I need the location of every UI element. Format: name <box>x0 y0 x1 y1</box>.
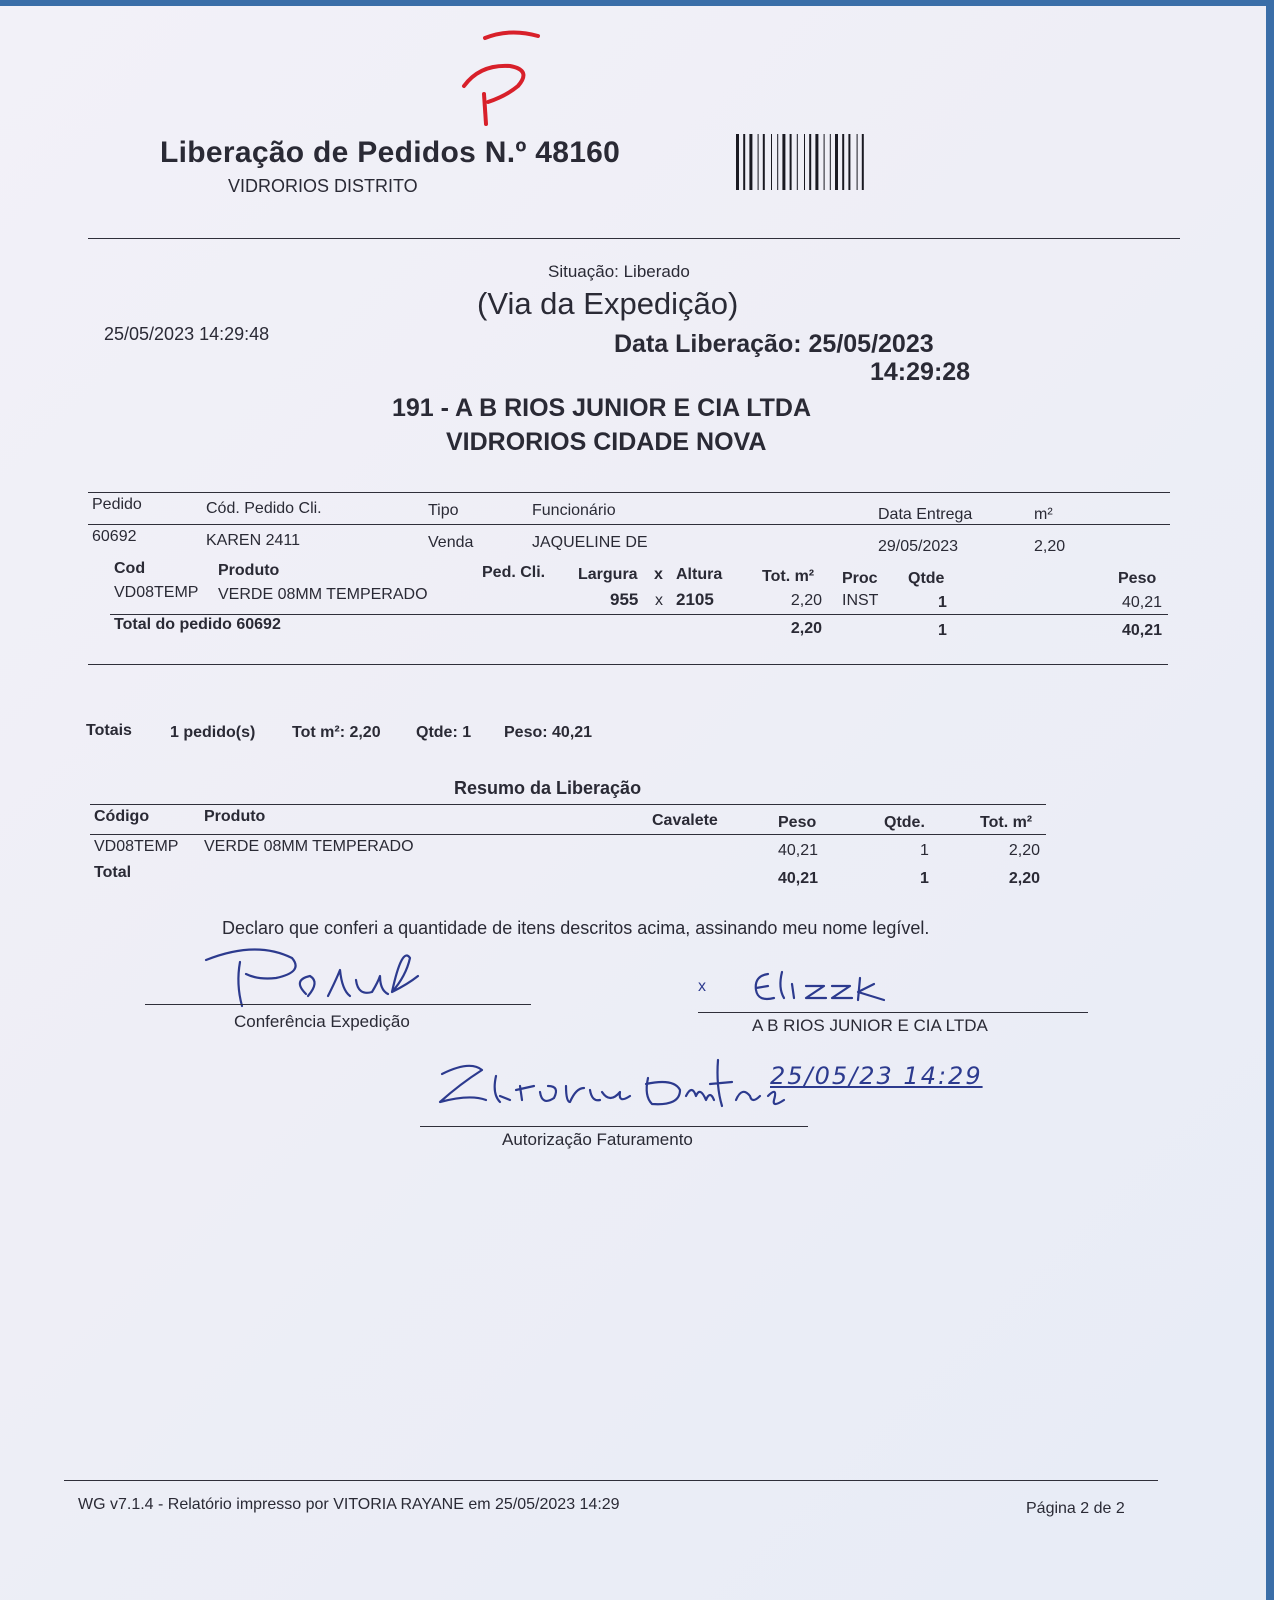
item-col-qtde: Qtde <box>908 570 945 587</box>
divider <box>88 664 1168 665</box>
item-proc: INST <box>842 592 879 609</box>
company-subtitle: VIDRORIOS DISTRITO <box>228 176 418 196</box>
order-total-qtde: 1 <box>938 622 947 639</box>
item-col-peso: Peso <box>1118 570 1157 587</box>
conferencia-label: Conferência Expedição <box>234 1012 410 1031</box>
totals-m2: Tot m²: 2,20 <box>292 724 381 741</box>
autorizacao-sign-line <box>420 1126 808 1127</box>
resumo-total-peso: 40,21 <box>778 870 819 887</box>
item-col-proc: Proc <box>842 570 878 587</box>
client-signature <box>748 968 920 1010</box>
footer-info: WG v7.1.4 - Relatório impresso por VITORIA RAYANE em 25/05/2023 14:29 <box>78 1496 620 1513</box>
col-tipo: Tipo <box>428 502 459 519</box>
col-m2: m² <box>1034 506 1053 523</box>
resumo-title: Resumo da Liberação <box>454 778 642 798</box>
store-name: VIDRORIOS CIDADE NOVA <box>446 428 767 456</box>
release-date: Data Liberação: 25/05/2023 <box>614 330 934 358</box>
resumo-peso: 40,21 <box>778 842 819 859</box>
totals-qtde: Qtde: 1 <box>416 724 472 741</box>
barcode-bar <box>743 134 745 190</box>
release-time: 14:29:28 <box>870 358 971 386</box>
status-text: Situação: Liberado <box>548 262 690 281</box>
conferencia-signature <box>196 936 436 1012</box>
order-tipo: Venda <box>428 534 474 551</box>
item-altura: 2105 <box>676 590 714 609</box>
col-cod-cli: Cód. Pedido Cli. <box>206 500 322 517</box>
barcode-bar <box>790 134 792 190</box>
resumo-col-produto: Produto <box>204 808 266 825</box>
barcode-bar <box>777 134 778 190</box>
conferencia-sign-line <box>145 1004 531 1005</box>
resumo-produto: VERDE 08MM TEMPERADO <box>204 838 414 855</box>
item-col-altura: Altura <box>676 566 723 583</box>
document-page <box>0 6 1266 1600</box>
client-sign-label: A B RIOS JUNIOR E CIA LTDA <box>752 1016 988 1035</box>
item-col-largura: Largura <box>578 566 638 583</box>
barcode-bar <box>749 134 752 190</box>
barcode-bar <box>830 134 831 190</box>
autorizacao-label: Autorização Faturamento <box>502 1130 693 1149</box>
order-data-entrega: 29/05/2023 <box>878 538 959 555</box>
resumo-col-qtde: Qtde. <box>884 814 925 831</box>
resumo-qtde: 1 <box>920 842 929 859</box>
item-col-tot-m2: Tot. m² <box>762 568 815 585</box>
client-sign-mark: x <box>698 978 706 995</box>
col-funcionario: Funcionário <box>532 502 616 519</box>
barcode-bar <box>857 134 858 190</box>
barcode-bar <box>809 134 811 190</box>
item-largura: 955 <box>610 590 639 609</box>
red-marker-mark <box>440 24 560 134</box>
item-col-produto: Produto <box>218 562 280 579</box>
col-data-entrega: Data Entrega <box>878 506 973 523</box>
footer-rule <box>64 1480 1158 1481</box>
totals-peso: Peso: 40,21 <box>504 724 593 741</box>
order-total-label: Total do pedido 60692 <box>114 616 281 633</box>
item-peso: 40,21 <box>1121 594 1162 611</box>
resumo-total-qtde: 1 <box>920 870 929 887</box>
barcode-bar <box>758 134 759 190</box>
item-produto: VERDE 08MM TEMPERADO <box>218 586 428 603</box>
resumo-col-peso: Peso <box>778 814 817 831</box>
item-x: x <box>655 592 663 609</box>
order-total-m2: 2,20 <box>790 620 822 637</box>
handwritten-date: 25/05/23 14:29 <box>770 1062 983 1090</box>
order-funcionario: JAQUELINE DE <box>532 534 648 551</box>
page-title: Liberação de Pedidos N.º 48160 <box>160 136 621 169</box>
item-qtde: 1 <box>938 594 947 611</box>
resumo-total-tot-m2: 2,20 <box>1008 870 1040 887</box>
item-col-cod: Cod <box>114 560 146 577</box>
copy-type: (Via da Expedição) <box>477 286 739 321</box>
order-m2: 2,20 <box>1034 538 1066 555</box>
order-cod-cli: KAREN 2411 <box>206 532 300 549</box>
barcode-bar <box>848 134 850 190</box>
barcode-bar <box>862 134 864 190</box>
barcode-bar <box>824 134 825 190</box>
totals-label: Totais <box>86 722 132 739</box>
table-header-rule <box>88 524 1170 525</box>
barcode-bar <box>815 134 818 190</box>
print-timestamp: 25/05/2023 14:29:48 <box>104 324 270 344</box>
resumo-col-codigo: Código <box>94 808 150 825</box>
barcode-bar <box>835 134 838 190</box>
resumo-codigo: VD08TEMP <box>94 838 179 855</box>
item-cod: VD08TEMP <box>114 584 199 601</box>
resumo-top-rule <box>90 804 1046 805</box>
barcode-bar <box>782 134 785 190</box>
barcode <box>736 134 930 190</box>
resumo-tot-m2: 2,20 <box>1008 842 1040 859</box>
item-tot-m2: 2,20 <box>790 592 822 609</box>
client-name: 191 - A B RIOS JUNIOR E CIA LTDA <box>392 394 812 422</box>
resumo-header-rule <box>90 834 1046 835</box>
table-top-rule <box>88 492 1170 493</box>
page-number: Página 2 de 2 <box>1026 1500 1125 1517</box>
declaration-text: Declaro que conferi a quantidade de itens descritos acima, assinando meu nome legível. <box>222 918 930 938</box>
col-pedido: Pedido <box>92 496 142 513</box>
resumo-total-label: Total <box>94 864 132 881</box>
resumo-col-tot-m2: Tot. m² <box>980 814 1033 831</box>
barcode-bar <box>804 134 805 190</box>
order-total-peso: 40,21 <box>1121 622 1162 639</box>
totals-pedidos: 1 pedido(s) <box>170 724 256 741</box>
resumo-col-cavalete: Cavalete <box>652 812 718 829</box>
barcode-bar <box>736 134 739 190</box>
item-total-rule <box>110 614 1168 615</box>
client-sign-line <box>698 1012 1088 1013</box>
item-col-x: x <box>654 566 663 583</box>
autorizacao-signature <box>430 1056 790 1126</box>
barcode-bar <box>842 134 844 190</box>
barcode-bar <box>771 134 772 190</box>
divider <box>88 238 1180 239</box>
barcode-bar <box>797 134 798 190</box>
item-col-ped-cli: Ped. Cli. <box>482 564 546 581</box>
barcode-bar <box>763 134 765 190</box>
order-number: 60692 <box>92 528 137 545</box>
